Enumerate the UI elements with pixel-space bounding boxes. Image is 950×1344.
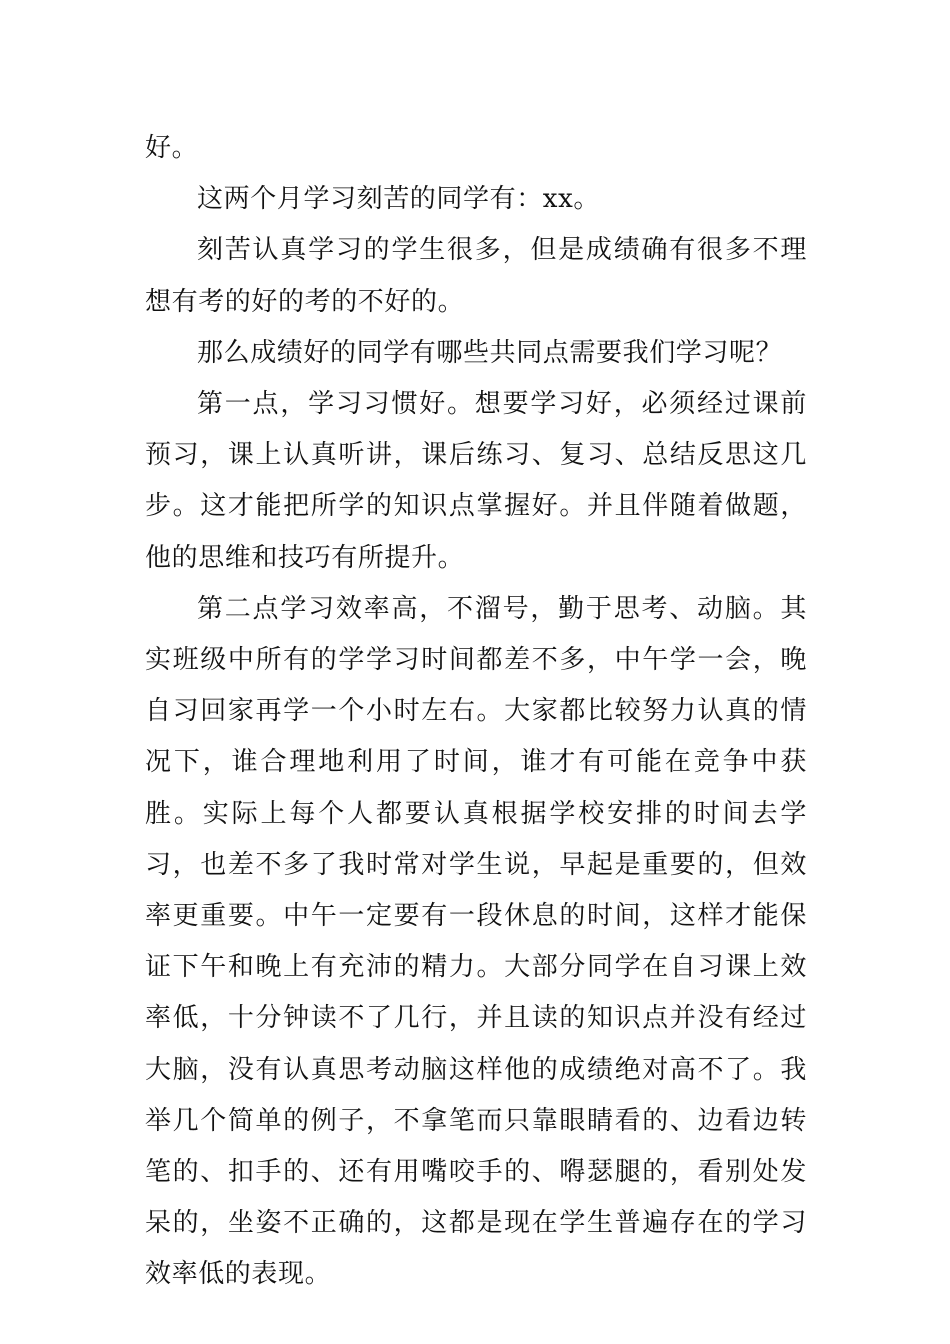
paragraph-2: 这两个月学习刻苦的同学有：xx。	[197, 184, 600, 215]
paragraph-3: 刻苦认真学习的学生很多，但是成绩确有很多不理想有考的好的考的不好的。	[145, 235, 807, 317]
paragraph-4: 那么成绩好的同学有哪些共同点需要我们学习呢？	[197, 337, 783, 368]
paragraph-1: 好。	[145, 133, 199, 163]
paragraph-5: 第一点，学习习惯好。想要学习好，必须经过课前预习，课上认真听讲，课后练习、复习、总结反思这几步。这才能把所学的知识点掌握好。并且伴随着做题，他的思维和技巧有所提升。	[145, 389, 807, 573]
paragraph-6: 第二点学习效率高，不溜号，勤于思考、动脑。其实班级中所有的学学习时间都差不多，中午学一会，晚自习回家再学一个小时左右。大家都比较努力认真的情况下，谁合理地利用了时间，谁才有可能在竞争中获胜。实际上每个人都要认真根据学校安排的时间去学习，也差不多了我时常对学生说，早起是重要的，但效率更重要。中午一定要有一段休息的时间，这样才能保证下午和晚上有充沛的精力。大部分同学在自习课上效率低，十分钟读不了几行，并且读的知识点并没有经过大脑，没有认真思考动脑这样他的成绩绝对高不了。我举几个简单的例子，不拿笔而只靠眼睛看的、边看边转笔的、扣手的、还有用嘴咬手的、嘚瑟腿的，看别处发呆的，坐姿不正确的，这都是现在学生普遍存在的学习效率低的表现。	[145, 593, 807, 1290]
document-body	[145, 123, 807, 1301]
